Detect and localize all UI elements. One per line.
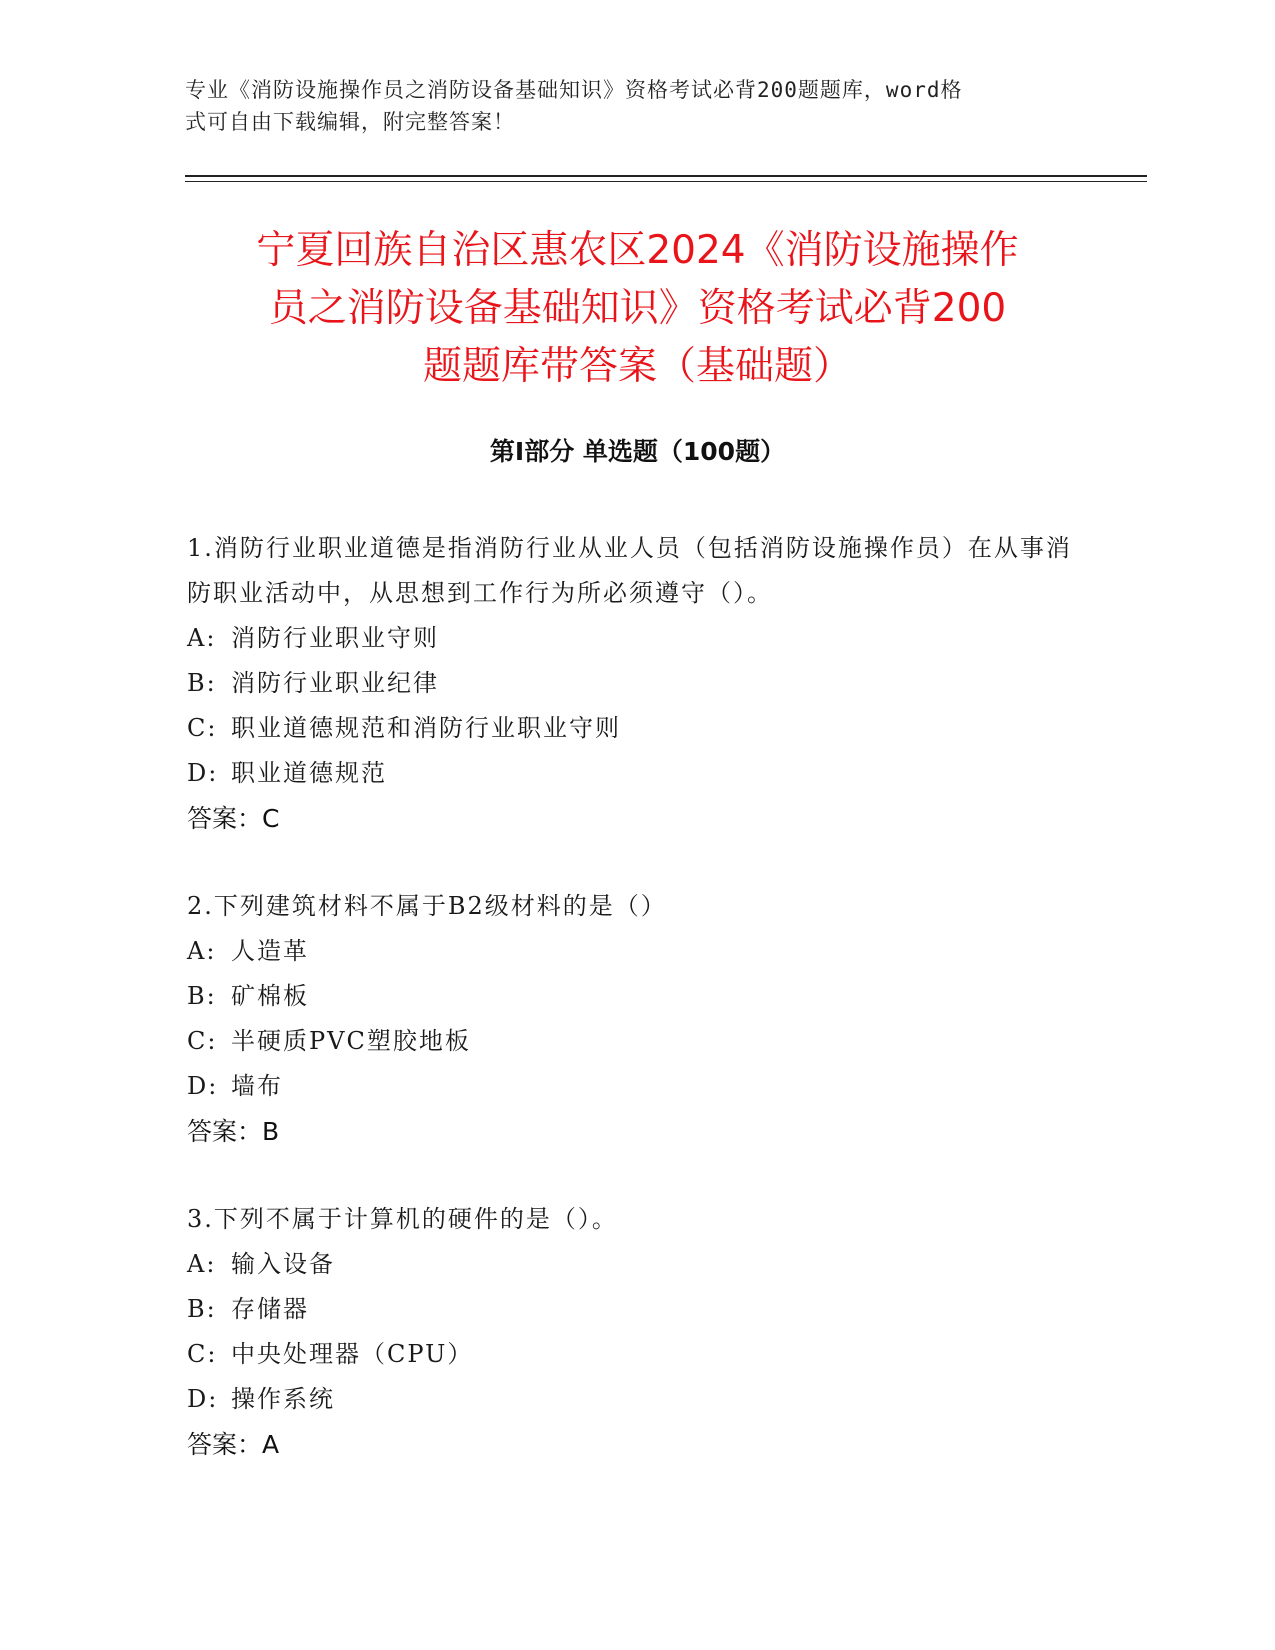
question-option (187, 1332, 1087, 1377)
option-key: C: (187, 714, 218, 742)
option-text: 输入设备 (231, 1250, 335, 1278)
header-note (185, 74, 1065, 138)
document-title-line-1: 宁夏回族自治区惠农区2024《消防设施操作 (256, 228, 1019, 273)
option-text: 职业道德规范和消防行业职业守则 (231, 714, 621, 742)
option-text: 消防行业职业纪律 (231, 669, 439, 697)
option-text: 人造革 (231, 937, 309, 965)
question-answer: 答案：A (187, 1430, 280, 1459)
option-text: 操作系统 (231, 1385, 335, 1413)
question-stem: 2.下列建筑材料不属于B2级材料的是（） (187, 892, 667, 920)
question-option (187, 1242, 1087, 1287)
question-option (187, 661, 1087, 706)
option-text: 职业道德规范 (231, 759, 387, 787)
option-text: 矿棉板 (231, 982, 309, 1010)
question-answer: 答案：B (187, 1117, 280, 1146)
question-item (187, 526, 1087, 841)
header-note-line-2: 式可自由下载编辑，附完整答案！ (185, 110, 515, 134)
option-key: A: (187, 937, 217, 965)
option-key: C: (187, 1027, 218, 1055)
question-list (187, 526, 1087, 1510)
section-heading: 第Ⅰ部分 单选题（100题） (489, 437, 786, 466)
document-title-line-2: 员之消防设备基础知识》资格考试必背200 (268, 286, 1007, 331)
document-title (150, 222, 1125, 396)
option-key: B: (187, 1295, 217, 1323)
option-key: B: (187, 982, 217, 1010)
question-answer: 答案：C (187, 804, 280, 833)
option-key: D: (187, 1072, 219, 1100)
header-note-line-1: 专业《消防设施操作员之消防设备基础知识》资格考试必背200题题库，word格 (185, 78, 963, 102)
option-key: B: (187, 669, 217, 697)
question-option (187, 1019, 1087, 1064)
option-key: A: (187, 1250, 217, 1278)
question-option (187, 706, 1087, 751)
question-stem: 1.消防行业职业道德是指消防行业从业人员（包括消防设施操作员）在从事消防职业活动中，从思想到工作行为所必须遵守（）。 (187, 534, 1072, 607)
question-option (187, 1377, 1087, 1422)
header-divider-thick (185, 175, 1147, 177)
question-option (187, 929, 1087, 974)
option-text: 墙布 (231, 1072, 283, 1100)
question-option (187, 1287, 1087, 1332)
option-key: C: (187, 1340, 218, 1368)
option-text: 存储器 (231, 1295, 309, 1323)
option-key: D: (187, 1385, 219, 1413)
option-text: 半硬质PVC塑胶地板 (231, 1027, 471, 1055)
document-title-line-3: 题题库带答案（基础题） (422, 344, 852, 389)
option-text: 消防行业职业守则 (231, 624, 439, 652)
question-option (187, 974, 1087, 1019)
header-divider-thin (185, 181, 1147, 182)
option-text: 中央处理器（CPU） (231, 1340, 474, 1368)
option-key: D: (187, 759, 219, 787)
question-option (187, 751, 1087, 796)
option-key: A: (187, 624, 217, 652)
question-option (187, 1064, 1087, 1109)
question-option (187, 616, 1087, 661)
question-item (187, 884, 1087, 1154)
question-item (187, 1197, 1087, 1467)
question-stem: 3.下列不属于计算机的硬件的是（）。 (187, 1205, 618, 1233)
